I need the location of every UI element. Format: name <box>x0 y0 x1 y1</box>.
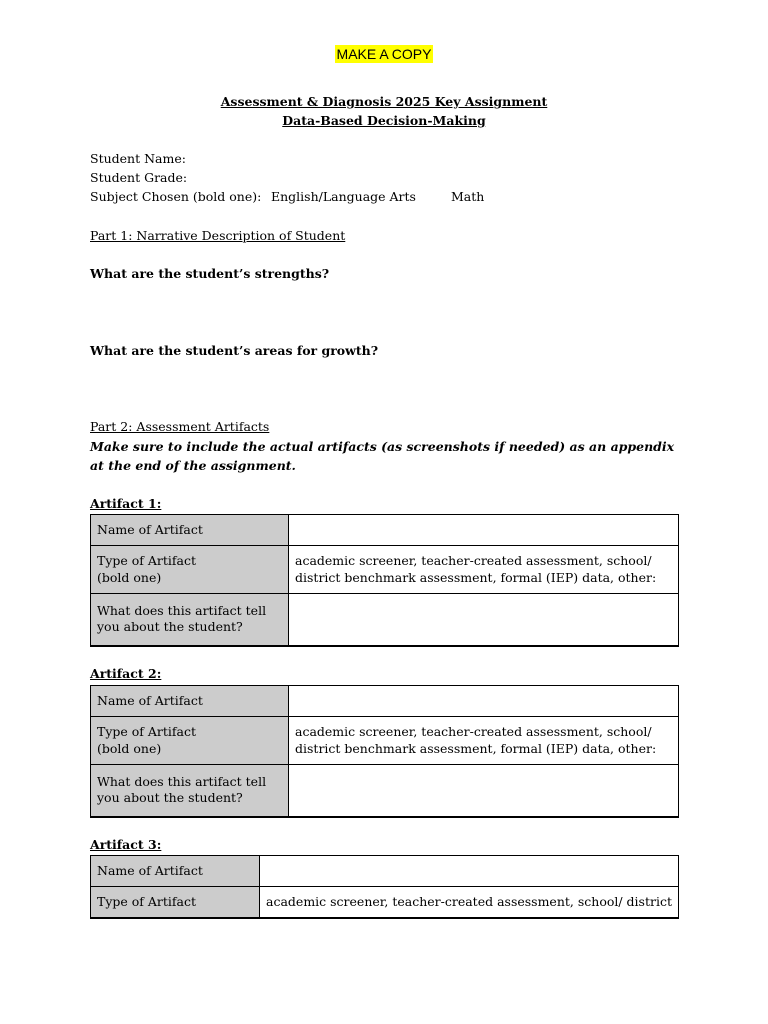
part1-heading: Part 1: Narrative Description of Student <box>90 228 346 243</box>
artifact-type-field[interactable]: academic screener, teacher-created assessment, school/ district <box>260 887 679 918</box>
artifact-tells-field[interactable] <box>289 765 679 817</box>
artifact-name-label: Name of Artifact <box>91 686 289 717</box>
document-subtitle: Data-Based Decision-Making <box>282 113 486 128</box>
table-row <box>91 717 679 765</box>
document-title: Assessment & Diagnosis 2025 Key Assignment <box>220 94 548 109</box>
artifact-1-table <box>90 514 679 647</box>
artifact-3-heading: Artifact 3: <box>90 837 162 852</box>
artifact-2-table <box>90 685 679 818</box>
table-row <box>91 594 679 646</box>
artifact-type-label: Type of Artifact (bold one) <box>91 546 289 594</box>
part2-heading: Part 2: Assessment Artifacts <box>90 419 270 434</box>
artifact-name-field[interactable] <box>260 856 679 887</box>
artifact-type-label: Type of Artifact (bold one) <box>91 717 289 765</box>
artifact-tells-field[interactable] <box>289 594 679 646</box>
artifact-type-field[interactable]: academic screener, teacher-created assessment, school/ district benchmark assessment, formal (IEP) data, other: <box>289 546 679 594</box>
student-grade-label: Student Grade: <box>90 170 188 185</box>
subject-option-math: Math <box>451 189 485 204</box>
table-row <box>91 515 679 546</box>
artifact-tells-label: What does this artifact tell you about the student? <box>91 594 289 646</box>
subject-line <box>90 189 484 204</box>
subject-label: Subject Chosen (bold one): <box>90 189 262 204</box>
artifact-name-field[interactable] <box>289 515 679 546</box>
table-row <box>91 887 679 918</box>
artifact-2-heading: Artifact 2: <box>90 666 162 681</box>
make-a-copy-link[interactable]: MAKE A COPY <box>336 46 432 62</box>
table-row <box>91 546 679 594</box>
growth-question: What are the student’s areas for growth? <box>90 343 379 358</box>
table-row <box>91 686 679 717</box>
artifact-tells-label: What does this artifact tell you about the student? <box>91 765 289 817</box>
artifact-type-field[interactable]: academic screener, teacher-created assessment, school/ district benchmark assessment, formal (IEP) data, other: <box>289 717 679 765</box>
student-name-label: Student Name: <box>90 151 186 166</box>
strengths-question: What are the student’s strengths? <box>90 266 330 281</box>
subject-option-ela: English/Language Arts <box>271 189 416 204</box>
artifact-type-label: Type of Artifact <box>91 887 260 918</box>
make-a-copy-wrap <box>0 44 768 63</box>
artifact-name-field[interactable] <box>289 686 679 717</box>
artifact-1-heading: Artifact 1: <box>90 496 162 511</box>
artifact-name-label: Name of Artifact <box>91 856 260 887</box>
table-row <box>91 765 679 817</box>
artifact-name-label: Name of Artifact <box>91 515 289 546</box>
part2-instruction: Make sure to include the actual artifacts (as screenshots if needed) as an appendix at the end of the assignment. <box>90 439 675 473</box>
artifact-3-table <box>90 855 679 919</box>
table-row <box>91 856 679 887</box>
